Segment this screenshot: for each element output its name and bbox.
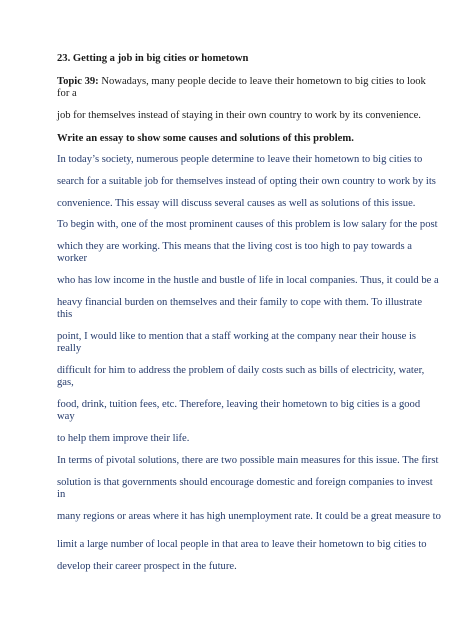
essay-line: to help them improve their life.	[57, 433, 190, 444]
essay-line: who has low income in the hustle and bustle of life in local companies. Thus, it could be a	[57, 275, 439, 286]
essay-line: heavy financial burden on themselves and their family to cope with them. To illustrate	[57, 297, 423, 308]
essay-line: In today’s society, numerous people determine to leave their hometown to big cities to	[57, 154, 423, 165]
essay-line: food, drink, tuition fees, etc. Therefore, leaving their hometown to big cities is a good	[57, 399, 421, 410]
essay-line: convenience. This essay will discuss several causes as well as solutions of this issue.	[57, 198, 416, 209]
document-heading: 23. Getting a job in big cities or hometown	[57, 53, 249, 64]
essay-instruction: Write an essay to show some causes and solutions of this problem.	[57, 133, 354, 144]
essay-line: limit a large number of local people in that area to leave their hometown to big cities to	[57, 539, 427, 550]
topic-label: Topic 39:	[57, 76, 99, 87]
topic-text: Nowadays, many people decide to leave their hometown to big cities to look	[98, 76, 426, 87]
topic-line: for a	[57, 88, 77, 99]
essay-line: many regions or areas where it has high unemployment rate. It could be a great measure to	[57, 511, 441, 522]
essay-line: gas,	[57, 377, 74, 388]
essay-line: To begin with, one of the most prominent causes of this problem is low salary for the post	[57, 219, 438, 230]
topic-line: job for themselves instead of staying in their own country to work by its convenience.	[57, 110, 421, 121]
essay-line: this	[57, 309, 73, 320]
essay-line: in	[57, 489, 66, 500]
essay-line: search for a suitable job for themselves instead of opting their own country to work by its	[57, 176, 436, 187]
essay-line: which they are working. This means that the living cost is too high to pay towards a	[57, 241, 412, 252]
topic-line	[57, 76, 426, 88]
essay-line: In terms of pivotal solutions, there are two possible main measures for this issue. The first	[57, 455, 439, 466]
essay-line: point, I would like to mention that a staff working at the company near their house is	[57, 331, 417, 342]
essay-line: develop their career prospect in the future.	[57, 561, 237, 572]
essay-line: really	[57, 343, 82, 354]
essay-line: solution is that governments should encourage domestic and foreign companies to invest	[57, 477, 433, 488]
essay-line: worker	[57, 253, 88, 264]
essay-line: difficult for him to address the problem of daily costs such as bills of electricity, water,	[57, 365, 425, 376]
essay-line: way	[57, 411, 75, 422]
